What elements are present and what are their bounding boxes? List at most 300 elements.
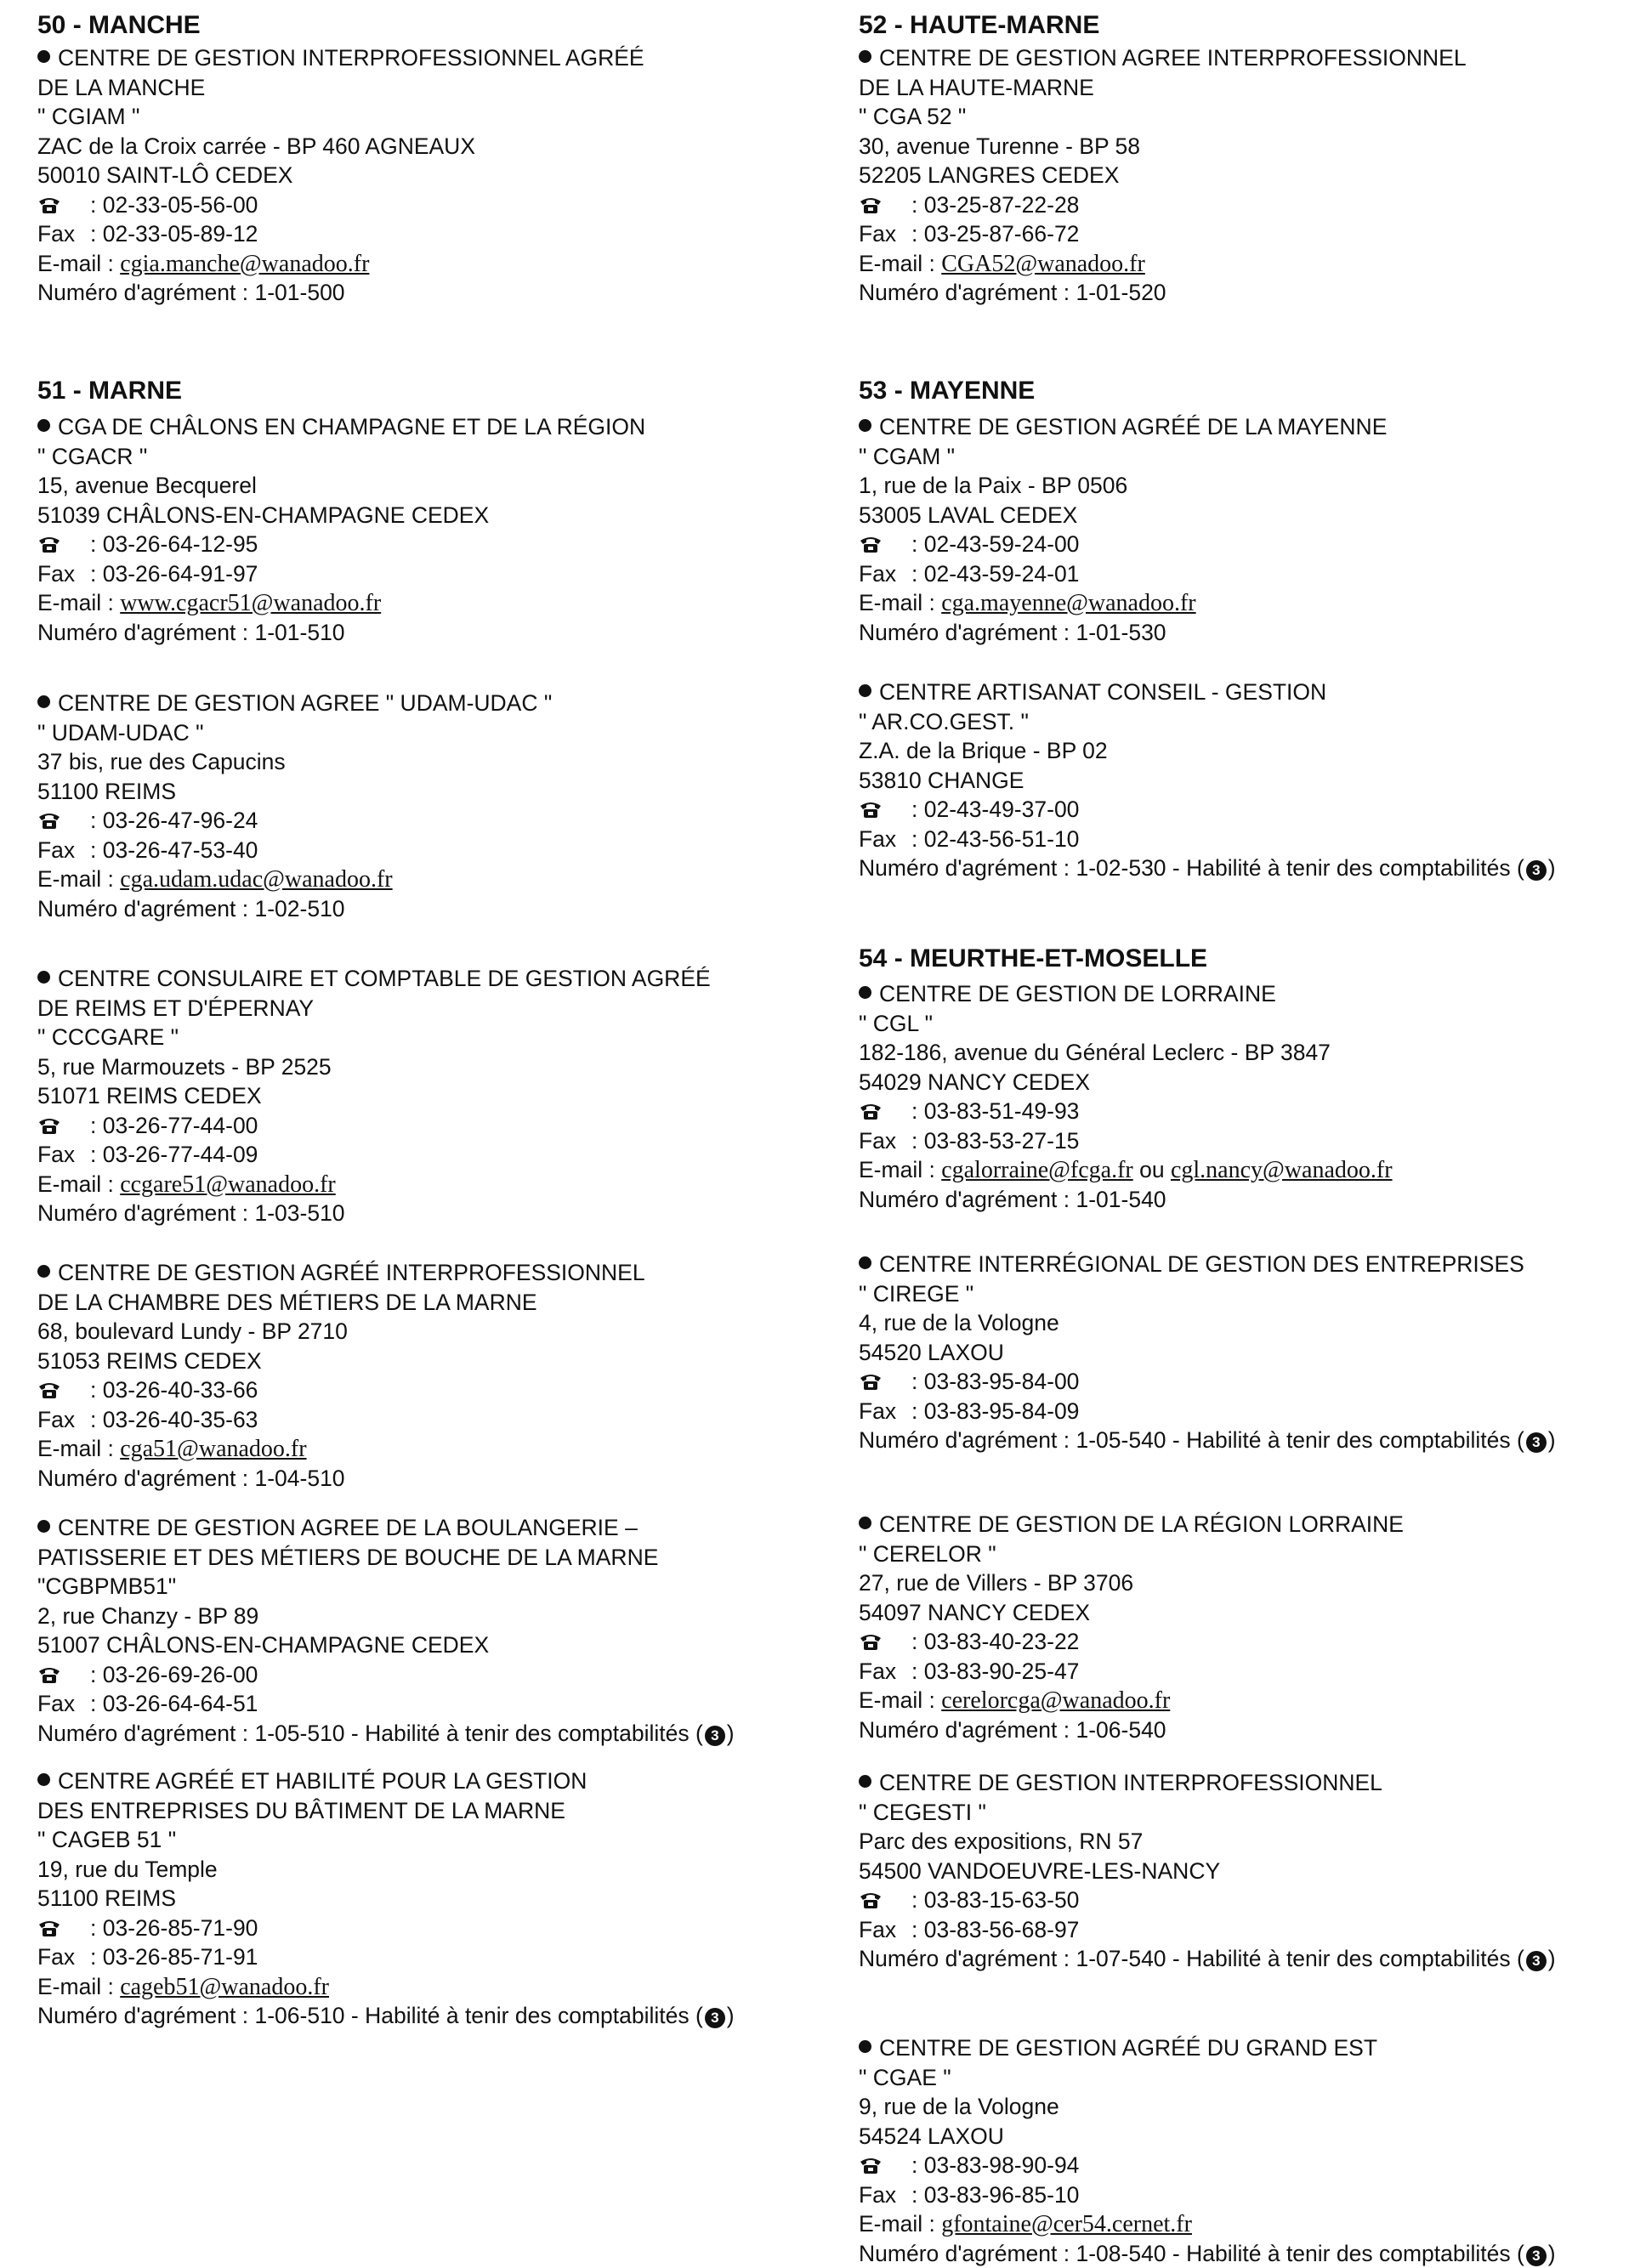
fax-line: Fax : 03-26-64-64-51: [37, 1689, 803, 1719]
email-line: [859, 1155, 1641, 1185]
address-line: [859, 1857, 1641, 1886]
authorized-mark-icon: 3: [1526, 1432, 1547, 1453]
address-text: 5, rue Marmouzets - BP 2525: [37, 1054, 332, 1080]
center-name: CENTRE INTERRÉGIONAL DE GESTION DES ENTREPRISES: [879, 1251, 1524, 1277]
approval-line: [37, 278, 803, 308]
fax-number: 03-26-64-64-51: [103, 1691, 258, 1716]
center-acronym: "CGBPMB51": [37, 1573, 176, 1599]
address-line: [37, 501, 803, 530]
phone-line: : 02-33-05-56-00: [37, 190, 803, 220]
approval-label: Numéro d'agrément :: [37, 1466, 248, 1491]
telephone-icon: [37, 192, 61, 211]
telephone-icon: [859, 1098, 883, 1117]
bullet-icon: [859, 986, 871, 999]
email-line: [859, 1686, 1641, 1715]
email-label: E-mail :: [37, 590, 114, 615]
acronym-line: [859, 1798, 1641, 1828]
authorized-note: Habilité à tenir des comptabilités: [365, 1721, 690, 1746]
email-line: [37, 1972, 803, 2002]
email-line: [37, 1434, 803, 1464]
department-heading: 50 - MANCHE: [37, 10, 201, 41]
address-text: 54520 LAXOU: [859, 1340, 1004, 1365]
fax-label: Fax: [859, 2180, 911, 2210]
center-entry: [859, 2033, 1641, 2268]
approval-label: Numéro d'agrément :: [37, 1721, 248, 1746]
phone-number: 03-26-47-96-24: [103, 808, 258, 833]
fax-label: Fax: [859, 559, 911, 589]
center-entry: [859, 43, 1641, 308]
address-text: 1, rue de la Paix - BP 0506: [859, 473, 1127, 498]
address-line: [859, 1338, 1641, 1368]
email-line: [859, 249, 1641, 279]
center-entry: [37, 1258, 803, 1493]
approval-line: Numéro d'agrément : 1-06-510 - Habilité à tenir des comptabilités ( 3 ): [37, 2001, 803, 2031]
phone-number: 02-43-59-24-00: [924, 531, 1080, 557]
telephone-icon: [859, 797, 883, 815]
approval-line: [859, 1715, 1641, 1745]
email-label: E-mail :: [859, 2211, 935, 2237]
approval-label: Numéro d'agrément :: [859, 1427, 1070, 1453]
entry-name-line: [37, 43, 803, 73]
center-name: CENTRE DE GESTION AGREE INTERPROFESSIONNEL: [879, 45, 1467, 71]
address-line: [37, 161, 803, 190]
phone-number: 03-26-77-44-00: [103, 1113, 258, 1138]
center-name: PATISSERIE ET DES MÉTIERS DE BOUCHE DE LA MARNE: [37, 1545, 658, 1570]
address-text: Z.A. de la Brique - BP 02: [859, 738, 1108, 763]
fax-label: Fax: [37, 1689, 90, 1719]
fax-line: Fax : 03-25-87-66-72: [859, 219, 1641, 249]
center-entry: [37, 1513, 803, 1748]
approval-label: Numéro d'agrément :: [859, 280, 1070, 305]
center-entry: [859, 1768, 1641, 1974]
address-line: [859, 1038, 1641, 1068]
fax-line: Fax : 03-26-85-71-91: [37, 1942, 803, 1972]
acronym-line: [37, 1572, 803, 1602]
email-link[interactable]: cageb51@wanadoo.fr: [120, 1974, 329, 2000]
center-entry: [859, 678, 1641, 883]
address-line: [37, 1081, 803, 1111]
address-line: [37, 777, 803, 807]
approval-label: Numéro d'agrément :: [859, 1946, 1070, 1971]
center-name: CENTRE DE GESTION AGRÉÉ INTERPROFESSIONNEL: [58, 1260, 645, 1285]
address-text: 54029 NANCY CEDEX: [859, 1069, 1090, 1095]
approval-label: Numéro d'agrément :: [859, 855, 1070, 881]
approval-number: 1-08-540: [1076, 2241, 1166, 2266]
approval-label: Numéro d'agrément :: [37, 1200, 248, 1226]
email-label: E-mail :: [37, 866, 114, 892]
entry-name-line: [37, 412, 803, 442]
center-acronym: " CGL ": [859, 1011, 933, 1036]
fax-line: Fax : 02-43-59-24-01: [859, 559, 1641, 589]
acronym-line: [37, 442, 803, 472]
address-text: 54524 LAXOU: [859, 2123, 1004, 2149]
bullet-icon: [37, 50, 50, 63]
email-link[interactable]: cgl.nancy@wanadoo.fr: [1171, 1157, 1393, 1183]
acronym-line: [859, 707, 1641, 737]
approval-line: [859, 278, 1641, 308]
approval-number: 1-06-540: [1076, 1717, 1166, 1743]
acronym-line: [37, 718, 803, 748]
center-acronym: " CAGEB 51 ": [37, 1827, 176, 1852]
center-entry: [37, 43, 803, 308]
address-text: 53810 CHANGE: [859, 768, 1024, 793]
fax-label: Fax: [859, 1657, 911, 1687]
address-text: ZAC de la Croix carrée - BP 460 AGNEAUX: [37, 133, 475, 159]
center-entry: [859, 1250, 1641, 1455]
address-text: Parc des expositions, RN 57: [859, 1829, 1143, 1854]
address-text: 182-186, avenue du Général Leclerc - BP 3847: [859, 1040, 1331, 1065]
department-heading: 54 - MEURTHE-ET-MOSELLE: [859, 944, 1207, 974]
address-text: 51071 REIMS CEDEX: [37, 1083, 262, 1108]
address-text: 52205 LANGRES CEDEX: [859, 162, 1119, 188]
center-entry: [37, 1766, 803, 2031]
email-line: [859, 588, 1641, 618]
telephone-icon: [859, 531, 883, 550]
department-heading: 52 - HAUTE-MARNE: [859, 10, 1099, 41]
telephone-icon: [37, 1113, 61, 1131]
phone-line: : 03-83-40-23-22: [859, 1627, 1641, 1657]
approval-label: Numéro d'agrément :: [37, 280, 248, 305]
authorized-note: Habilité à tenir des comptabilités: [1186, 855, 1511, 881]
approval-number: 1-01-510: [254, 620, 344, 645]
acronym-line: [859, 1009, 1641, 1039]
telephone-icon: [37, 808, 61, 826]
department-heading: 53 - MAYENNE: [859, 376, 1035, 406]
fax-line: Fax : 02-43-56-51-10: [859, 825, 1641, 854]
approval-number: 1-01-500: [254, 280, 344, 305]
center-entry: [37, 964, 803, 1228]
email-label: E-mail :: [859, 251, 935, 276]
fax-label: Fax: [859, 219, 911, 249]
approval-number: 1-07-540: [1076, 1946, 1166, 1971]
fax-number: 02-43-56-51-10: [924, 826, 1080, 852]
department-heading: 51 - MARNE: [37, 376, 182, 406]
entry-name-line: [859, 1768, 1641, 1798]
email-label: E-mail :: [37, 251, 114, 276]
authorized-mark-icon: 3: [1526, 1951, 1547, 1971]
bullet-icon: [37, 419, 50, 432]
email-label: E-mail :: [859, 590, 935, 615]
approval-number: 1-01-530: [1076, 620, 1166, 645]
phone-line: : 03-26-40-33-66: [37, 1375, 803, 1405]
address-text: 9, rue de la Vologne: [859, 2094, 1059, 2119]
address-text: 50010 SAINT-LÔ CEDEX: [37, 162, 292, 188]
address-line: [37, 471, 803, 501]
phone-number: 03-26-64-12-95: [103, 531, 258, 557]
address-line: [859, 1827, 1641, 1857]
entry-name-line: [37, 689, 803, 718]
center-name: CENTRE DE GESTION AGRÉÉ DU GRAND EST: [879, 2035, 1377, 2061]
fax-line: Fax : 03-26-64-91-97: [37, 559, 803, 589]
center-acronym: " CIREGE ": [859, 1281, 973, 1307]
phone-line: : 03-83-51-49-93: [859, 1097, 1641, 1126]
address-line: [859, 1568, 1641, 1598]
address-text: 19, rue du Temple: [37, 1857, 218, 1882]
email-link[interactable]: ccgare51@wanadoo.fr: [120, 1171, 336, 1198]
phone-number: 03-26-40-33-66: [103, 1377, 258, 1403]
address-line: [859, 471, 1641, 501]
fax-number: 03-83-53-27-15: [924, 1128, 1080, 1154]
telephone-icon: [37, 1662, 61, 1681]
authorized-note: Habilité à tenir des comptabilités: [1186, 1946, 1511, 1971]
fax-label: Fax: [859, 1397, 911, 1426]
acronym-line: [37, 1825, 803, 1855]
phone-number: 02-43-49-37-00: [924, 797, 1080, 822]
email-line: [37, 1170, 803, 1199]
center-name: DE LA CHAMBRE DES MÉTIERS DE LA MARNE: [37, 1290, 537, 1315]
bullet-icon: [37, 1773, 50, 1786]
email-label: E-mail :: [37, 1436, 114, 1461]
center-name: DE REIMS ET D'ÉPERNAY: [37, 995, 314, 1021]
phone-number: 03-83-15-63-50: [924, 1887, 1080, 1913]
email-separator: ou: [1139, 1157, 1164, 1182]
email-label: E-mail :: [859, 1157, 935, 1182]
bullet-icon: [859, 419, 871, 432]
approval-number: 1-02-510: [254, 896, 344, 921]
address-line: [859, 1068, 1641, 1097]
phone-line: : 03-26-47-96-24: [37, 806, 803, 836]
entry-name-line: [37, 1513, 803, 1543]
telephone-icon: [859, 192, 883, 211]
center-name: CENTRE DE GESTION INTERPROFESSIONNEL AGRÉÉ: [58, 45, 644, 71]
phone-number: 03-26-69-26-00: [103, 1662, 258, 1687]
email-link[interactable]: cga.udam.udac@wanadoo.fr: [120, 866, 392, 893]
address-line: [859, 2122, 1641, 2152]
bullet-icon: [859, 1775, 871, 1788]
email-link[interactable]: cgalorraine@fcga.fr: [941, 1157, 1133, 1183]
approval-label: Numéro d'agrément :: [37, 2003, 248, 2028]
fax-label: Fax: [37, 836, 90, 865]
authorized-note: Habilité à tenir des comptabilités: [365, 2003, 690, 2028]
approval-number: 1-06-510: [254, 2003, 344, 2028]
phone-number: 03-83-51-49-93: [924, 1098, 1080, 1124]
address-text: 51039 CHÂLONS-EN-CHAMPAGNE CEDEX: [37, 502, 489, 528]
fax-line: Fax : 03-83-96-85-10: [859, 2180, 1641, 2210]
fax-number: 02-33-05-89-12: [103, 221, 258, 247]
email-link[interactable]: cgia.manche@wanadoo.fr: [120, 251, 369, 277]
bullet-icon: [37, 1520, 50, 1533]
address-text: 15, avenue Becquerel: [37, 473, 257, 498]
fax-line: Fax : 03-26-47-53-40: [37, 836, 803, 865]
acronym-line: [859, 102, 1641, 132]
center-name: CENTRE DE GESTION INTERPROFESSIONNEL: [879, 1770, 1382, 1795]
approval-line: Numéro d'agrément : 1-08-540 - Habilité à tenir des comptabilités ( 3 ): [859, 2239, 1641, 2268]
bullet-icon: [859, 684, 871, 697]
email-link[interactable]: gfontaine@cer54.cernet.fr: [941, 2211, 1192, 2237]
center-name: CENTRE ARTISANAT CONSEIL - GESTION: [879, 679, 1326, 705]
bullet-icon: [859, 2040, 871, 2053]
email-link[interactable]: cga51@wanadoo.fr: [120, 1436, 306, 1462]
address-text: 54500 VANDOEUVRE-LES-NANCY: [859, 1858, 1220, 1884]
email-link[interactable]: cga.mayenne@wanadoo.fr: [941, 590, 1195, 616]
approval-line: [37, 618, 803, 648]
entry-name-line: [37, 1288, 803, 1318]
entry-name-line: [859, 1510, 1641, 1539]
address-text: 53005 LAVAL CEDEX: [859, 502, 1077, 528]
email-label: E-mail :: [37, 1974, 114, 1999]
center-entry: [37, 412, 803, 647]
address-text: 27, rue de Villers - BP 3706: [859, 1570, 1133, 1596]
email-line: [859, 2209, 1641, 2239]
telephone-icon: [859, 1369, 883, 1387]
authorized-mark-icon: 3: [705, 2008, 725, 2028]
approval-label: Numéro d'agrément :: [859, 1717, 1070, 1743]
entry-name-line: [37, 994, 803, 1023]
address-line: [37, 132, 803, 162]
fax-number: 03-83-96-85-10: [924, 2182, 1080, 2208]
approval-label: Numéro d'agrément :: [37, 896, 248, 921]
address-text: 30, avenue Turenne - BP 58: [859, 133, 1140, 159]
email-line: [37, 588, 803, 618]
authorized-mark-icon: 3: [705, 1726, 725, 1746]
entry-name-line: [859, 1250, 1641, 1279]
entry-name-line: [859, 678, 1641, 707]
address-line: [37, 1052, 803, 1082]
center-acronym: " CGACR ": [37, 444, 147, 469]
address-text: 37 bis, rue des Capucins: [37, 749, 286, 774]
fax-label: Fax: [37, 1140, 90, 1170]
email-link[interactable]: CGA52@wanadoo.fr: [941, 251, 1145, 277]
acronym-line: [37, 102, 803, 132]
entry-name-line: [37, 73, 803, 103]
email-line: [37, 249, 803, 279]
phone-number: 03-25-87-22-28: [924, 192, 1080, 218]
approval-number: 1-01-520: [1076, 280, 1166, 305]
fax-label: Fax: [37, 219, 90, 249]
address-line: [37, 747, 803, 777]
telephone-icon: [37, 531, 61, 550]
acronym-line: [859, 1279, 1641, 1309]
telephone-icon: [37, 1377, 61, 1396]
fax-line: Fax : 02-33-05-89-12: [37, 219, 803, 249]
entry-name-line: [859, 979, 1641, 1009]
approval-line: Numéro d'agrément : 1-05-540 - Habilité à tenir des comptabilités ( 3 ): [859, 1426, 1641, 1455]
acronym-line: [37, 1023, 803, 1052]
entry-name-line: [37, 1766, 803, 1796]
authorized-mark-icon: 3: [1526, 2246, 1547, 2266]
approval-label: Numéro d'agrément :: [37, 620, 248, 645]
phone-line: : 03-26-69-26-00: [37, 1660, 803, 1690]
approval-number: 1-01-540: [1076, 1187, 1166, 1212]
address-line: [859, 2092, 1641, 2122]
fax-label: Fax: [37, 1942, 90, 1972]
phone-number: 03-83-40-23-22: [924, 1629, 1080, 1654]
phone-line: : 03-26-85-71-90: [37, 1914, 803, 1943]
center-name: CENTRE CONSULAIRE ET COMPTABLE DE GESTION AGRÉÉ: [58, 966, 711, 991]
center-name: CENTRE AGRÉÉ ET HABILITÉ POUR LA GESTION: [58, 1768, 587, 1794]
phone-line: : 02-43-59-24-00: [859, 530, 1641, 559]
fax-line: Fax : 03-83-56-68-97: [859, 1915, 1641, 1945]
email-line: [37, 865, 803, 894]
bullet-icon: [859, 50, 871, 63]
center-acronym: " CGA 52 ": [859, 104, 966, 129]
address-line: [37, 1884, 803, 1914]
center-acronym: " CGAM ": [859, 444, 955, 469]
acronym-line: [859, 1539, 1641, 1569]
phone-line: : 03-83-95-84-00: [859, 1367, 1641, 1397]
approval-line: Numéro d'agrément : 1-07-540 - Habilité à tenir des comptabilités ( 3 ): [859, 1944, 1641, 1974]
approval-label: Numéro d'agrément :: [859, 2241, 1070, 2266]
address-text: 51100 REIMS: [37, 779, 176, 804]
address-text: 51007 CHÂLONS-EN-CHAMPAGNE CEDEX: [37, 1632, 489, 1658]
email-link[interactable]: www.cgacr51@wanadoo.fr: [120, 590, 381, 616]
phone-number: 03-83-95-84-00: [924, 1369, 1080, 1394]
bullet-icon: [859, 1517, 871, 1529]
telephone-icon: [859, 1629, 883, 1647]
address-line: [859, 736, 1641, 766]
approval-number: 1-05-510: [254, 1721, 344, 1746]
address-line: [37, 1317, 803, 1347]
fax-number: 03-26-40-35-63: [103, 1407, 258, 1432]
fax-line: Fax : 03-83-95-84-09: [859, 1397, 1641, 1426]
phone-line: : 03-26-77-44-00: [37, 1111, 803, 1141]
email-label: E-mail :: [37, 1171, 114, 1197]
fax-label: Fax: [859, 1126, 911, 1156]
center-name: CENTRE DE GESTION DE LORRAINE: [879, 981, 1276, 1006]
fax-number: 03-26-64-91-97: [103, 561, 258, 587]
approval-label: Numéro d'agrément :: [859, 620, 1070, 645]
fax-label: Fax: [859, 1915, 911, 1945]
phone-line: : 03-83-15-63-50: [859, 1885, 1641, 1915]
email-link[interactable]: cerelorcga@wanadoo.fr: [941, 1687, 1170, 1714]
telephone-icon: [859, 2152, 883, 2171]
fax-number: 03-83-56-68-97: [924, 1917, 1080, 1942]
entry-name-line: [859, 43, 1641, 73]
center-name: CENTRE DE GESTION AGREE " UDAM-UDAC ": [58, 690, 552, 716]
bullet-icon: [37, 1265, 50, 1278]
approval-line: [37, 1199, 803, 1228]
entry-name-line: [859, 2033, 1641, 2063]
phone-line: : 03-83-98-90-94: [859, 2151, 1641, 2180]
phone-number: 02-33-05-56-00: [103, 192, 258, 218]
acronym-line: [859, 2063, 1641, 2093]
center-acronym: " CCCGARE ": [37, 1024, 179, 1050]
address-line: [37, 1855, 803, 1885]
fax-number: 03-26-47-53-40: [103, 837, 258, 863]
fax-line: Fax : 03-83-90-25-47: [859, 1657, 1641, 1687]
center-name: CENTRE DE GESTION DE LA RÉGION LORRAINE: [879, 1511, 1404, 1537]
approval-number: 1-03-510: [254, 1200, 344, 1226]
approval-number: 1-02-530: [1076, 855, 1166, 881]
entry-name-line: [37, 1258, 803, 1288]
approval-line: Numéro d'agrément : 1-02-530 - Habilité à tenir des comptabilités ( 3 ): [859, 853, 1641, 883]
center-acronym: " CEGESTI ": [859, 1800, 986, 1825]
address-text: 4, rue de la Vologne: [859, 1310, 1059, 1335]
entry-name-line: [859, 412, 1641, 442]
address-line: [37, 1630, 803, 1660]
entry-name-line: [859, 73, 1641, 103]
entry-name-line: [37, 1543, 803, 1573]
approval-number: 1-04-510: [254, 1466, 344, 1491]
fax-number: 03-83-95-84-09: [924, 1398, 1080, 1424]
fax-number: 03-26-77-44-09: [103, 1142, 258, 1167]
approval-line: Numéro d'agrément : 1-05-510 - Habilité à tenir des comptabilités ( 3 ): [37, 1719, 803, 1749]
center-entry: [859, 412, 1641, 647]
address-line: [37, 1602, 803, 1631]
center-name: CGA DE CHÂLONS EN CHAMPAGNE ET DE LA RÉGION: [58, 414, 645, 439]
address-text: 51053 REIMS CEDEX: [37, 1348, 262, 1374]
entry-name-line: [37, 964, 803, 994]
telephone-icon: [859, 1887, 883, 1906]
fax-number: 03-83-90-25-47: [924, 1658, 1080, 1684]
fax-label: Fax: [859, 825, 911, 854]
center-name: DE LA HAUTE-MARNE: [859, 75, 1094, 100]
center-acronym: " UDAM-UDAC ": [37, 720, 203, 746]
bullet-icon: [37, 695, 50, 708]
address-line: [859, 1598, 1641, 1628]
approval-line: [859, 618, 1641, 648]
telephone-icon: [37, 1915, 61, 1934]
